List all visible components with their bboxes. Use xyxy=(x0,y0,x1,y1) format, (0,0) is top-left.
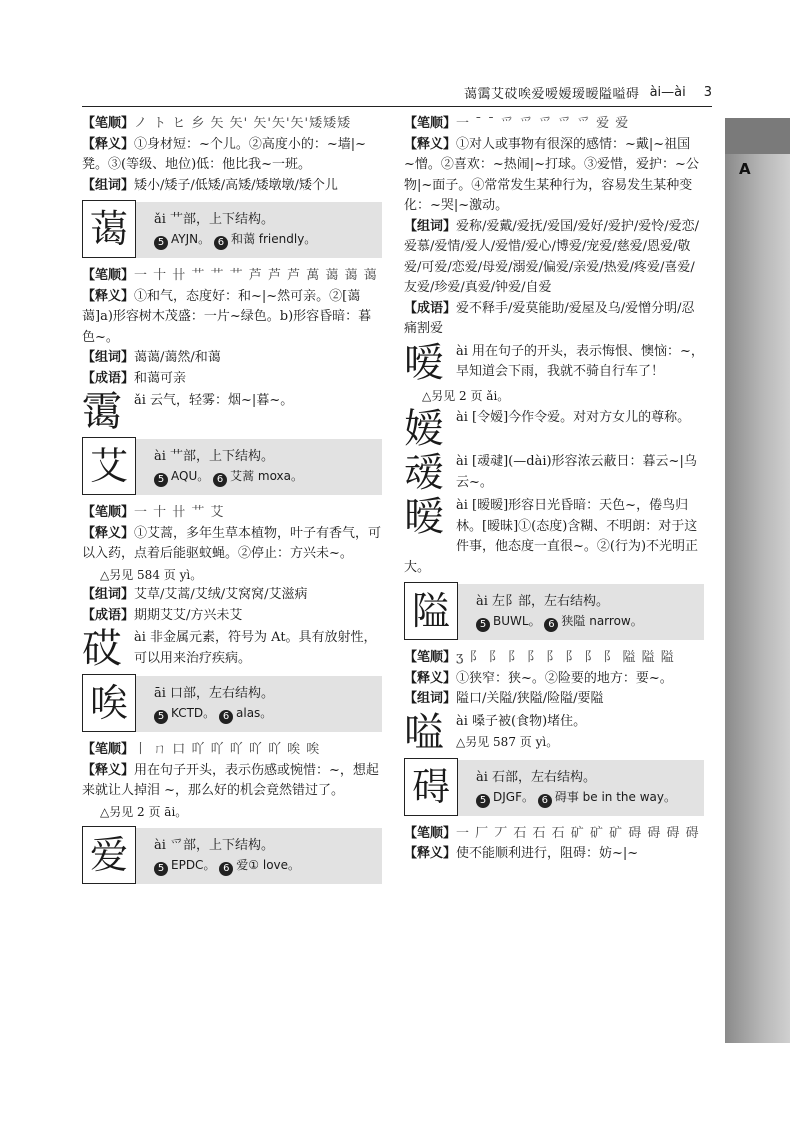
entry-code-translation: 5 EPDC。 6 爱① love。 xyxy=(154,856,300,876)
stroke-order-line: 【笔顺】丨 ㄇ 口 吖 吖 吖 吖 吖 唉 唉 xyxy=(82,742,321,757)
entry-choke xyxy=(404,709,704,756)
entry-card-mugwort xyxy=(82,439,382,495)
definition-block: 【释义】①对人或事物有很深的感情：~戴|~祖国 ~憎。②喜欢：~热闹|~打球。③爱惜，爱护：~公物|~面子。④常常发生某种行为，容易发生某种变化：~哭|~激动。 xyxy=(404,136,699,213)
word-combinations: 【组词】蔼蔼/蔼然/和蔼 xyxy=(82,350,221,365)
headword: 霭 xyxy=(82,389,122,435)
cross-reference: △另见 2 页 ǎi。 xyxy=(422,388,510,403)
word-combinations: 【组词】隘口/关隘/狭隘/险隘/要隘 xyxy=(404,691,604,706)
headword-box: 隘 xyxy=(404,582,458,640)
entry-text: ài [叆叇](—dài)形容浓云蔽日：暮云~|乌云~。 xyxy=(456,454,697,490)
entry-code-translation: 5 BUWL。 6 狭隘 narrow。 xyxy=(476,612,643,632)
thumb-tab-letter: A xyxy=(739,160,751,178)
code-badge: 5 xyxy=(476,618,490,632)
definition-block: 【释义】使不能顺利进行，阻碍：妨~|~ xyxy=(404,846,639,861)
word-badge: 6 xyxy=(544,618,558,632)
stroke-order-line: 【笔顺】一 厂 丆 石 石 石 矿 矿 矿 碍 碍 碍 碍 xyxy=(404,825,700,841)
definition-block: 【释义】①和气，态度好：和~|~然可亲。②[蔼蔼]a)形容树木茂盛：一片~绿色。b)形容昏暗：暮色~。 xyxy=(82,288,372,345)
entry-radical-structure: ài 艹部，上下结构。 xyxy=(154,449,275,464)
stroke-order-line: 【笔顺】ʒ 阝 阝 阝 阝 阝 阝 阝 阝 隘 隘 隘 xyxy=(404,650,675,665)
left-column xyxy=(82,114,382,892)
thumb-tab-band xyxy=(725,118,790,154)
code-badge: 5 xyxy=(154,710,168,724)
entry-cloud xyxy=(404,452,704,494)
code-badge: 5 xyxy=(476,794,490,808)
entry-radical-structure: ài 爫部，上下结构。 xyxy=(154,838,275,853)
cross-reference: △另见 2 页 āi。 xyxy=(100,804,188,819)
word-badge: 6 xyxy=(214,236,228,250)
headword-box: 唉 xyxy=(82,674,136,732)
page-header xyxy=(82,78,712,107)
headword: 嗌 xyxy=(404,709,444,756)
alphabet-thumb-tab xyxy=(725,118,790,1043)
definition-block: 【释义】用在句子开头，表示伤感或惋惜：~，想起来就让人掉泪 ~，那么好的机会竟然错过了。 xyxy=(82,762,379,798)
entry-radical-structure: ǎi 艹部，上下结构。 xyxy=(154,212,275,227)
entry-text: ǎi 云气，轻雾：烟~|暮~。 xyxy=(134,393,294,408)
word-badge: 6 xyxy=(538,794,552,808)
idioms: 【成语】爱不释手/爱莫能助/爱屋及乌/爱憎分明/忍痛割爱 xyxy=(404,300,695,336)
headword-box: 碍 xyxy=(404,758,458,816)
headword: 暧 xyxy=(404,494,444,540)
word-combinations: 【组词】爱称/爱戴/爱抚/爱国/爱好/爱护/爱怜/爱恋/爱慕/爱情/爱人/爱惜/爱心/博爱/宠爱/慈爱/恩爱/敬爱/可爱/恋爱/母爱/溺爱/偏爱/亲爱/热爱/疼爱/喜爱/友爱/珍爱/真爱/钟爱/自爱 xyxy=(404,218,700,295)
stroke-order-line: 【笔顺】ノ ト ヒ 乡 矢 矢' 矢'矢'矢'矮矮矮 xyxy=(82,116,352,131)
entry-regret xyxy=(404,339,704,386)
headword-box: 艾 xyxy=(82,437,136,495)
code-badge: 5 xyxy=(154,862,168,876)
entry-text: ài [暧暧]形容日光昏暗：天色~，倦鸟归林。[暧昧]①(态度)含糊、不明朗：对于这件事，他态度一直很~。②(行为)不光明正大。 xyxy=(404,498,699,575)
entry-text: ài 非金属元素，符号为 At。具有放射性，可以用来治疗疾病。 xyxy=(134,630,377,666)
entry-code-translation: 5 KCTD。 6 alas。 xyxy=(154,704,272,724)
word-combinations: 【组词】艾草/艾蒿/艾绒/艾窝窝/艾滋病 xyxy=(82,587,308,602)
entry-astatine xyxy=(82,628,382,670)
entry-daughter xyxy=(404,408,704,450)
header-characters: 蔼霭艾砹唉爱嗳嫒瑷暧隘嗌碍 xyxy=(464,86,640,102)
code-badge: 5 xyxy=(154,236,168,250)
entry-card-narrow xyxy=(404,584,704,640)
headword: 嗳 xyxy=(404,339,444,386)
entry-card-love xyxy=(82,828,382,884)
page-number: 3 xyxy=(703,84,712,100)
headword: 嫒 xyxy=(404,406,444,452)
right-column xyxy=(404,114,704,865)
word-badge: 6 xyxy=(219,862,233,876)
code-badge: 5 xyxy=(154,473,168,487)
definition-block: 【释义】①艾蒿，多年生草本植物，叶子有香气，可以入药，点着后能驱蚊蝇。②停止：方兴未~。 xyxy=(82,525,382,561)
header-pinyin-range: ài—ài xyxy=(649,84,686,100)
word-badge: 6 xyxy=(219,710,233,724)
definition-block: 【释义】①身材短：~个儿。②高度小的：~墙|~凳。③(等级、地位)低：他比我~一班。 xyxy=(82,136,367,172)
word-badge: 6 xyxy=(213,473,227,487)
entry-text: ài [令嫒]今作令爱。对对方女儿的尊称。 xyxy=(456,410,691,425)
entry-card-ai3 xyxy=(82,202,382,258)
headword-box: 蔼 xyxy=(82,200,136,258)
entry-text: ài 嗓子被(食物)堵住。 xyxy=(456,713,587,729)
entry-text: ài 用在句子的开头，表示悔恨、懊恼：~，早知道会下雨，我就不骑自行车了！ xyxy=(456,343,704,379)
cross-reference: △另见 584 页 yì。 xyxy=(100,567,203,582)
idioms: 【成语】期期艾艾/方兴未艾 xyxy=(82,607,243,623)
entry-code-translation: 5 DJGF。 6 碍事 be in the way。 xyxy=(476,788,676,808)
word-combinations: 【组词】矮小/矮子/低矮/高矮/矮墩墩/矮个儿 xyxy=(82,177,338,193)
entry-code-translation: 5 AQU。 6 艾蒿 moxa。 xyxy=(154,467,303,487)
entry-radical-structure: āi 口部，左右结构。 xyxy=(154,686,275,701)
definition-block: 【释义】①狭窄：狭~。②险要的地方：要~。 xyxy=(404,670,673,686)
entry-card-hinder xyxy=(404,760,704,816)
cross-reference: △另见 587 页 yì。 xyxy=(456,735,559,749)
entry-dim xyxy=(404,496,704,578)
idioms: 【成语】和蔼可亲 xyxy=(82,370,187,386)
headword-box: 爱 xyxy=(82,826,136,884)
headword: 砹 xyxy=(82,626,122,672)
headword: 叆 xyxy=(404,450,444,496)
stroke-order-line: 【笔顺】一 十 卄 艹 艾 xyxy=(82,505,225,520)
stroke-order-line: 【笔顺】一 ˉ ˉ 爫 爫 爫 爫 爫 爱 爱 xyxy=(404,116,630,131)
entry-card-sigh xyxy=(82,676,382,732)
entry-mist xyxy=(82,391,382,433)
stroke-order-line: 【笔顺】一 十 卄 艹 艹 艹 芦 芦 芦 萬 蔼 蔼 蔼 xyxy=(82,268,378,283)
entry-radical-structure: ài 石部，左右结构。 xyxy=(476,769,597,785)
entry-code-translation: 5 AYJN。 6 和蔼 friendly。 xyxy=(154,230,316,250)
entry-radical-structure: ài 左阝部，左右结构。 xyxy=(476,594,610,609)
